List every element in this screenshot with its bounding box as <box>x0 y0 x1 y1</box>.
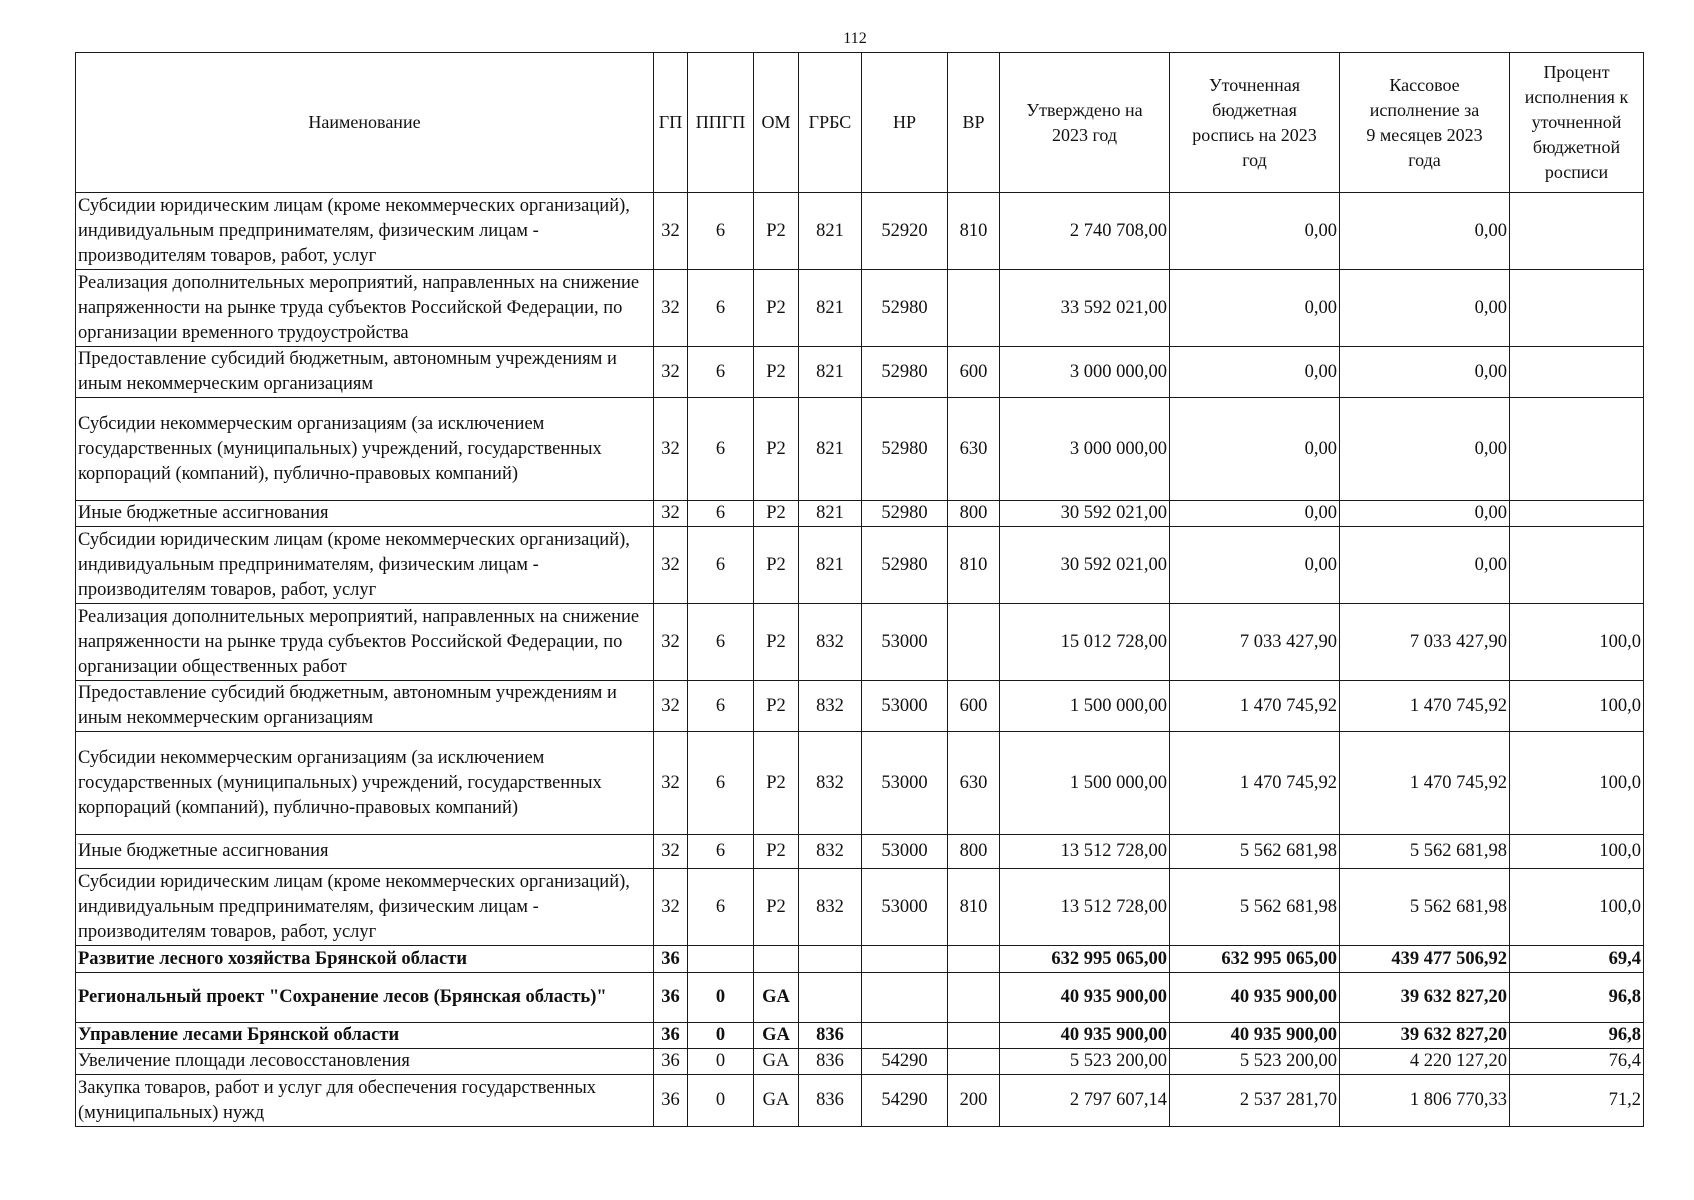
cell-ppgp: 6 <box>688 527 754 604</box>
cell-percent <box>1510 270 1644 347</box>
cell-cash: 5 562 681,98 <box>1340 869 1510 946</box>
cell-revised: 0,00 <box>1170 398 1340 501</box>
cell-approved: 33 592 021,00 <box>1000 270 1170 347</box>
cell-name: Реализация дополнительных мероприятий, направленных на снижение напряженности на рынке труда субъектов Российской Федерации, по организации временного трудоустройства <box>76 270 654 347</box>
cell-grbs: 836 <box>799 1023 862 1049</box>
cell-nr: 53000 <box>862 835 948 869</box>
header-ppgp: ППГП <box>688 53 754 193</box>
cell-nr <box>862 973 948 1023</box>
header-grbs: ГРБС <box>799 53 862 193</box>
cell-percent: 100,0 <box>1510 869 1644 946</box>
cell-ppgp: 6 <box>688 501 754 527</box>
cell-name: Субсидии некоммерческим организациям (за исключением государственных (муниципальных) учреждений, государственных корпораций (компаний), публично-правовых компаний) <box>76 398 654 501</box>
table-row <box>76 946 1644 973</box>
cell-gp: 36 <box>654 946 688 973</box>
cell-cash: 0,00 <box>1340 398 1510 501</box>
cell-om: Р2 <box>754 398 799 501</box>
cell-grbs <box>799 973 862 1023</box>
cell-grbs: 832 <box>799 869 862 946</box>
table-row <box>76 527 1644 604</box>
cell-nr: 52980 <box>862 270 948 347</box>
cell-ppgp: 6 <box>688 835 754 869</box>
cell-nr: 53000 <box>862 604 948 681</box>
cell-cash: 0,00 <box>1340 193 1510 270</box>
cell-grbs: 832 <box>799 732 862 835</box>
cell-name: Иные бюджетные ассигнования <box>76 835 654 869</box>
cell-grbs: 821 <box>799 193 862 270</box>
cell-grbs <box>799 946 862 973</box>
cell-name: Развитие лесного хозяйства Брянской области <box>76 946 654 973</box>
cell-ppgp: 6 <box>688 604 754 681</box>
cell-approved: 2 797 607,14 <box>1000 1075 1170 1127</box>
header-name: Наименование <box>76 53 654 193</box>
cell-approved: 30 592 021,00 <box>1000 527 1170 604</box>
cell-nr: 53000 <box>862 869 948 946</box>
cell-om: GA <box>754 1023 799 1049</box>
cell-om: GA <box>754 1049 799 1075</box>
cell-grbs: 821 <box>799 398 862 501</box>
cell-vr <box>948 270 1000 347</box>
cell-approved: 13 512 728,00 <box>1000 835 1170 869</box>
cell-nr <box>862 946 948 973</box>
cell-cash: 0,00 <box>1340 347 1510 398</box>
cell-grbs: 836 <box>799 1049 862 1075</box>
cell-percent: 100,0 <box>1510 835 1644 869</box>
header-percent: Процент исполнения к уточненной бюджетной росписи <box>1510 53 1644 193</box>
cell-revised: 2 537 281,70 <box>1170 1075 1340 1127</box>
table-body <box>76 193 1644 1127</box>
cell-cash: 5 562 681,98 <box>1340 835 1510 869</box>
header-om: ОМ <box>754 53 799 193</box>
cell-nr: 54290 <box>862 1049 948 1075</box>
cell-name: Управление лесами Брянской области <box>76 1023 654 1049</box>
cell-name: Субсидии юридическим лицам (кроме некоммерческих организаций), индивидуальным предпринимателям, физическим лицам - производителям товаров, работ, услуг <box>76 193 654 270</box>
cell-revised: 0,00 <box>1170 527 1340 604</box>
cell-percent <box>1510 527 1644 604</box>
cell-revised: 40 935 900,00 <box>1170 973 1340 1023</box>
cell-percent: 71,2 <box>1510 1075 1644 1127</box>
cell-grbs: 821 <box>799 347 862 398</box>
header-cash: Кассовое исполнение за 9 месяцев 2023 года <box>1340 53 1510 193</box>
cell-vr: 800 <box>948 835 1000 869</box>
cell-approved: 632 995 065,00 <box>1000 946 1170 973</box>
cell-gp: 32 <box>654 869 688 946</box>
cell-grbs: 832 <box>799 681 862 732</box>
cell-percent: 100,0 <box>1510 604 1644 681</box>
cell-percent: 96,8 <box>1510 1023 1644 1049</box>
cell-ppgp: 6 <box>688 732 754 835</box>
cell-vr <box>948 1049 1000 1075</box>
table-row <box>76 1023 1644 1049</box>
cell-grbs: 821 <box>799 527 862 604</box>
cell-name: Иные бюджетные ассигнования <box>76 501 654 527</box>
cell-percent <box>1510 347 1644 398</box>
cell-vr: 600 <box>948 681 1000 732</box>
header-approved: Утверждено на 2023 год <box>1000 53 1170 193</box>
cell-grbs: 832 <box>799 835 862 869</box>
cell-om <box>754 946 799 973</box>
cell-approved: 3 000 000,00 <box>1000 398 1170 501</box>
cell-vr: 810 <box>948 527 1000 604</box>
cell-nr: 52980 <box>862 347 948 398</box>
cell-om: GA <box>754 1075 799 1127</box>
cell-ppgp: 6 <box>688 681 754 732</box>
cell-om: GA <box>754 973 799 1023</box>
cell-approved: 1 500 000,00 <box>1000 732 1170 835</box>
cell-percent <box>1510 193 1644 270</box>
cell-cash: 4 220 127,20 <box>1340 1049 1510 1075</box>
cell-percent <box>1510 501 1644 527</box>
cell-gp: 36 <box>654 1023 688 1049</box>
cell-gp: 36 <box>654 1049 688 1075</box>
cell-approved: 40 935 900,00 <box>1000 973 1170 1023</box>
header-nr: НР <box>862 53 948 193</box>
cell-approved: 13 512 728,00 <box>1000 869 1170 946</box>
cell-vr: 200 <box>948 1075 1000 1127</box>
table-row <box>76 604 1644 681</box>
cell-gp: 32 <box>654 193 688 270</box>
cell-grbs: 821 <box>799 501 862 527</box>
table-row <box>76 193 1644 270</box>
cell-cash: 0,00 <box>1340 501 1510 527</box>
cell-cash: 1 470 745,92 <box>1340 732 1510 835</box>
cell-vr <box>948 1023 1000 1049</box>
cell-vr: 630 <box>948 398 1000 501</box>
cell-om: Р2 <box>754 347 799 398</box>
table-row <box>76 732 1644 835</box>
cell-nr: 52920 <box>862 193 948 270</box>
cell-om: Р2 <box>754 732 799 835</box>
table-row <box>76 681 1644 732</box>
cell-gp: 32 <box>654 501 688 527</box>
cell-revised: 632 995 065,00 <box>1170 946 1340 973</box>
header-gp: ГП <box>654 53 688 193</box>
cell-percent: 100,0 <box>1510 681 1644 732</box>
cell-grbs: 821 <box>799 270 862 347</box>
cell-grbs: 836 <box>799 1075 862 1127</box>
cell-vr <box>948 604 1000 681</box>
cell-name: Предоставление субсидий бюджетным, автономным учреждениям и иным некоммерческим организациям <box>76 681 654 732</box>
cell-revised: 5 562 681,98 <box>1170 869 1340 946</box>
cell-revised: 40 935 900,00 <box>1170 1023 1340 1049</box>
cell-percent: 69,4 <box>1510 946 1644 973</box>
header-vr: ВР <box>948 53 1000 193</box>
cell-percent: 100,0 <box>1510 732 1644 835</box>
cell-vr: 810 <box>948 193 1000 270</box>
cell-cash: 1 806 770,33 <box>1340 1075 1510 1127</box>
cell-om: Р2 <box>754 270 799 347</box>
header-revised: Уточненная бюджетная роспись на 2023 год <box>1170 53 1340 193</box>
cell-ppgp: 0 <box>688 1049 754 1075</box>
cell-ppgp: 6 <box>688 869 754 946</box>
cell-gp: 32 <box>654 604 688 681</box>
cell-name: Закупка товаров, работ и услуг для обеспечения государственных (муниципальных) нужд <box>76 1075 654 1127</box>
cell-nr: 53000 <box>862 732 948 835</box>
cell-ppgp: 0 <box>688 1075 754 1127</box>
cell-approved: 3 000 000,00 <box>1000 347 1170 398</box>
cell-gp: 32 <box>654 681 688 732</box>
cell-ppgp: 6 <box>688 398 754 501</box>
cell-revised: 7 033 427,90 <box>1170 604 1340 681</box>
table-row <box>76 270 1644 347</box>
cell-om: Р2 <box>754 835 799 869</box>
cell-gp: 32 <box>654 732 688 835</box>
budget-table <box>75 52 1644 1127</box>
cell-om: Р2 <box>754 501 799 527</box>
page-number: 112 <box>843 30 867 47</box>
table-row <box>76 869 1644 946</box>
cell-nr <box>862 1023 948 1049</box>
cell-vr <box>948 946 1000 973</box>
cell-name: Реализация дополнительных мероприятий, направленных на снижение напряженности на рынке труда субъектов Российской Федерации, по организации общественных работ <box>76 604 654 681</box>
cell-cash: 0,00 <box>1340 270 1510 347</box>
cell-revised: 5 523 200,00 <box>1170 1049 1340 1075</box>
cell-name: Субсидии юридическим лицам (кроме некоммерческих организаций), индивидуальным предпринимателям, физическим лицам - производителям товаров, работ, услуг <box>76 869 654 946</box>
cell-grbs: 832 <box>799 604 862 681</box>
table-row <box>76 973 1644 1023</box>
cell-ppgp <box>688 946 754 973</box>
table-row <box>76 1049 1644 1075</box>
cell-cash: 439 477 506,92 <box>1340 946 1510 973</box>
table-row <box>76 501 1644 527</box>
cell-gp: 36 <box>654 973 688 1023</box>
cell-approved: 30 592 021,00 <box>1000 501 1170 527</box>
cell-gp: 32 <box>654 527 688 604</box>
cell-name: Субсидии юридическим лицам (кроме некоммерческих организаций), индивидуальным предпринимателям, физическим лицам - производителям товаров, работ, услуг <box>76 527 654 604</box>
cell-name: Субсидии некоммерческим организациям (за исключением государственных (муниципальных) учреждений, государственных корпораций (компаний), публично-правовых компаний) <box>76 732 654 835</box>
cell-vr: 810 <box>948 869 1000 946</box>
cell-nr: 54290 <box>862 1075 948 1127</box>
cell-name: Увеличение площади лесовосстановления <box>76 1049 654 1075</box>
table-row <box>76 835 1644 869</box>
cell-approved: 2 740 708,00 <box>1000 193 1170 270</box>
cell-nr: 52980 <box>862 398 948 501</box>
cell-revised: 0,00 <box>1170 501 1340 527</box>
cell-gp: 32 <box>654 835 688 869</box>
cell-om: Р2 <box>754 604 799 681</box>
cell-nr: 53000 <box>862 681 948 732</box>
cell-gp: 32 <box>654 270 688 347</box>
header-row <box>76 53 1644 193</box>
cell-vr: 800 <box>948 501 1000 527</box>
cell-om: Р2 <box>754 869 799 946</box>
cell-percent: 76,4 <box>1510 1049 1644 1075</box>
cell-revised: 0,00 <box>1170 193 1340 270</box>
cell-cash: 7 033 427,90 <box>1340 604 1510 681</box>
cell-name: Региональный проект "Сохранение лесов (Брянская область)" <box>76 973 654 1023</box>
cell-approved: 15 012 728,00 <box>1000 604 1170 681</box>
cell-nr: 52980 <box>862 527 948 604</box>
cell-vr: 630 <box>948 732 1000 835</box>
cell-ppgp: 6 <box>688 347 754 398</box>
cell-om: Р2 <box>754 681 799 732</box>
cell-cash: 39 632 827,20 <box>1340 973 1510 1023</box>
cell-ppgp: 6 <box>688 270 754 347</box>
cell-name: Предоставление субсидий бюджетным, автономным учреждениям и иным некоммерческим организациям <box>76 347 654 398</box>
cell-cash: 0,00 <box>1340 527 1510 604</box>
cell-revised: 0,00 <box>1170 270 1340 347</box>
table-row <box>76 1075 1644 1127</box>
cell-revised: 0,00 <box>1170 347 1340 398</box>
cell-ppgp: 0 <box>688 1023 754 1049</box>
cell-vr: 600 <box>948 347 1000 398</box>
cell-gp: 32 <box>654 347 688 398</box>
cell-approved: 1 500 000,00 <box>1000 681 1170 732</box>
cell-gp: 36 <box>654 1075 688 1127</box>
cell-percent <box>1510 398 1644 501</box>
cell-vr <box>948 973 1000 1023</box>
cell-cash: 39 632 827,20 <box>1340 1023 1510 1049</box>
cell-ppgp: 0 <box>688 973 754 1023</box>
cell-ppgp: 6 <box>688 193 754 270</box>
cell-approved: 5 523 200,00 <box>1000 1049 1170 1075</box>
cell-revised: 5 562 681,98 <box>1170 835 1340 869</box>
cell-revised: 1 470 745,92 <box>1170 681 1340 732</box>
cell-approved: 40 935 900,00 <box>1000 1023 1170 1049</box>
table-row <box>76 347 1644 398</box>
cell-cash: 1 470 745,92 <box>1340 681 1510 732</box>
cell-gp: 32 <box>654 398 688 501</box>
cell-nr: 52980 <box>862 501 948 527</box>
cell-om: Р2 <box>754 527 799 604</box>
cell-om: Р2 <box>754 193 799 270</box>
cell-revised: 1 470 745,92 <box>1170 732 1340 835</box>
table-row <box>76 398 1644 501</box>
cell-percent: 96,8 <box>1510 973 1644 1023</box>
